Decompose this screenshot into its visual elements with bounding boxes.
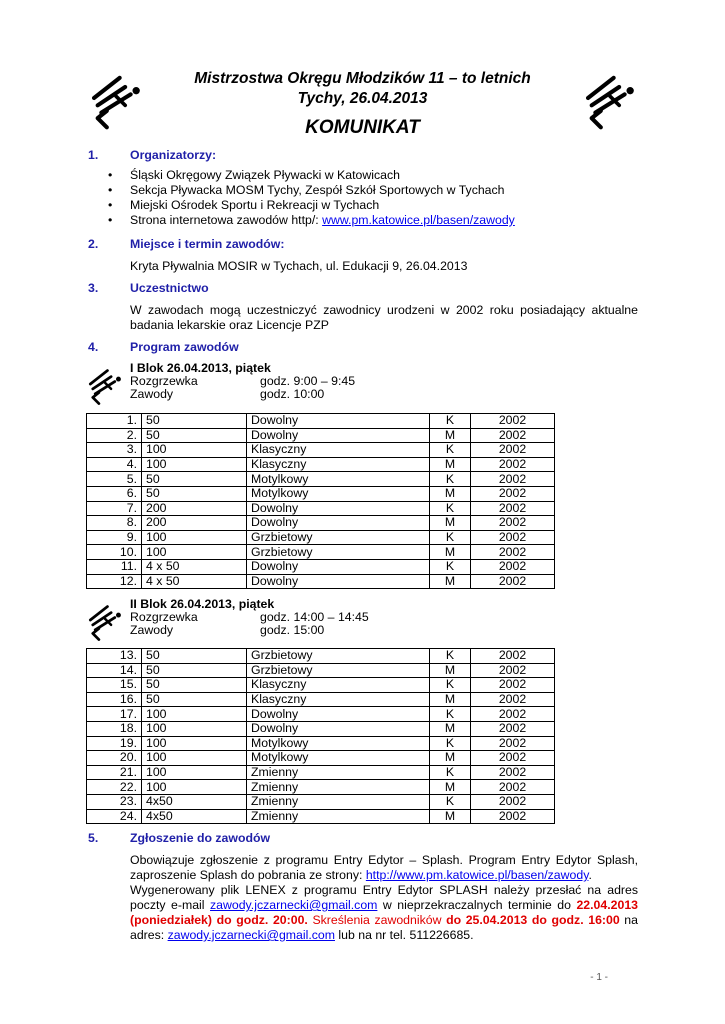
website-link[interactable]: www.pm.katowice.pl/basen/zawody xyxy=(322,213,515,227)
gender-cell: K xyxy=(430,472,471,487)
distance-cell: 100 xyxy=(142,721,247,736)
warmup-label: Rozgrzewka xyxy=(130,610,198,624)
list-item: • Miejski Ośrodek Sportu i Rekreacji w Tychach xyxy=(108,198,515,213)
block-2-title: II Blok 26.04.2013, piątek xyxy=(130,597,275,611)
list-item: • Sekcja Pływacka MOSM Tychy, Zespół Szkół Sportowych w Tychach xyxy=(108,183,515,198)
distance-cell: 50 xyxy=(142,663,247,678)
birth-year-cell: 2002 xyxy=(471,428,555,443)
event-number-cell: 9. xyxy=(87,530,142,545)
table-row xyxy=(87,530,555,545)
entry-text: na adres: xyxy=(130,913,638,942)
section-5-title: Zgłoszenie do zawodów xyxy=(130,831,271,845)
table-row xyxy=(87,457,555,472)
event-number-cell: 16. xyxy=(87,692,142,707)
table-row xyxy=(87,516,555,531)
event-number-cell: 23. xyxy=(87,794,142,809)
entry-deadline: 22.04.2013 (poniedziałek) do godz. 20:00. xyxy=(130,898,638,927)
distance-cell: 50 xyxy=(142,678,247,693)
section-3-title: Uczestnictwo xyxy=(130,281,209,295)
gender-cell: M xyxy=(430,721,471,736)
gender-cell: K xyxy=(430,707,471,722)
warmup-time: godz. 14:00 – 14:45 xyxy=(260,610,369,624)
distance-cell: 100 xyxy=(142,545,247,560)
stroke-cell: Grzbietowy xyxy=(247,530,430,545)
page-title: KOMUNIKAT xyxy=(305,117,420,138)
stroke-cell: Zmienny xyxy=(247,765,430,780)
gender-cell: M xyxy=(430,663,471,678)
distance-cell: 4 x 50 xyxy=(142,574,247,589)
warmup-time: godz. 9:00 – 9:45 xyxy=(260,374,356,388)
gender-cell: K xyxy=(430,443,471,458)
birth-year-cell: 2002 xyxy=(471,663,555,678)
gender-cell: K xyxy=(430,530,471,545)
gender-cell: M xyxy=(430,692,471,707)
event-number-cell: 24. xyxy=(87,809,142,824)
distance-cell: 50 xyxy=(142,692,247,707)
event-number-cell: 10. xyxy=(87,545,142,560)
gender-cell: K xyxy=(430,736,471,751)
section-1-title: Organizatorzy: xyxy=(130,148,217,162)
table-row xyxy=(87,472,555,487)
header-line-2: Tychy, 26.04.2013 xyxy=(297,90,428,107)
table-row xyxy=(87,545,555,560)
table-row xyxy=(87,678,555,693)
stroke-cell: Grzbietowy xyxy=(247,663,430,678)
table-row xyxy=(87,794,555,809)
birth-year-cell: 2002 xyxy=(471,736,555,751)
section-2-number: 2. xyxy=(88,237,99,251)
entry-text: w nieprzekraczalnych terminie do xyxy=(377,898,577,912)
withdrawal-deadline: do 25.04.2013 do godz. 16:00 xyxy=(446,913,620,927)
distance-cell: 4x50 xyxy=(142,809,247,824)
table-row xyxy=(87,765,555,780)
birth-year-cell: 2002 xyxy=(471,692,555,707)
table-row xyxy=(87,428,555,443)
entry-text-end: . xyxy=(588,868,592,882)
distance-cell: 50 xyxy=(142,428,247,443)
gender-cell: K xyxy=(430,559,471,574)
stroke-cell: Motylkowy xyxy=(247,486,430,501)
stroke-cell: Grzbietowy xyxy=(247,545,430,560)
birth-year-cell: 2002 xyxy=(471,678,555,693)
gender-cell: K xyxy=(430,414,471,429)
table-row xyxy=(87,663,555,678)
birth-year-cell: 2002 xyxy=(471,457,555,472)
gender-cell: M xyxy=(430,545,471,560)
stroke-cell: Klasyczny xyxy=(247,678,430,693)
distance-cell: 100 xyxy=(142,707,247,722)
block-2-info xyxy=(130,598,369,637)
table-row xyxy=(87,721,555,736)
birth-year-cell: 2002 xyxy=(471,530,555,545)
header-line-1: Mistrzostwa Okręgu Młodzików 11 – to letnich xyxy=(194,70,531,87)
list-item: • Śląski Okręgowy Związek Pływacki w Katowicach xyxy=(108,168,515,183)
distance-cell: 50 xyxy=(142,414,247,429)
section-2-title: Miejsce i termin zawodów: xyxy=(130,237,285,251)
distance-cell: 50 xyxy=(142,472,247,487)
table-row xyxy=(87,692,555,707)
event-number-cell: 7. xyxy=(87,501,142,516)
distance-cell: 100 xyxy=(142,530,247,545)
gender-cell: M xyxy=(430,486,471,501)
event-number-cell: 20. xyxy=(87,751,142,766)
event-number-cell: 22. xyxy=(87,780,142,795)
table-row xyxy=(87,559,555,574)
stroke-cell: Dowolny xyxy=(247,501,430,516)
gender-cell: K xyxy=(430,649,471,664)
stroke-cell: Dowolny xyxy=(247,721,430,736)
gender-cell: M xyxy=(430,516,471,531)
start-label: Zawody xyxy=(130,387,174,401)
page-number: - 1 - xyxy=(590,972,608,983)
stroke-cell: Motylkowy xyxy=(247,472,430,487)
distance-cell: 200 xyxy=(142,516,247,531)
distance-cell: 100 xyxy=(142,443,247,458)
table-row xyxy=(87,574,555,589)
event-number-cell: 18. xyxy=(87,721,142,736)
stroke-cell: Klasyczny xyxy=(247,443,430,458)
entry-text: Wygenerowany plik LENEX z programu Entry Edytor SPLASH należy przesłać na adres poczty e-mail xyxy=(130,883,638,912)
event-number-cell: 2. xyxy=(87,428,142,443)
distance-cell: 100 xyxy=(142,736,247,751)
table-row xyxy=(87,649,555,664)
birth-year-cell: 2002 xyxy=(471,516,555,531)
table-row xyxy=(87,780,555,795)
entry-text: Obowiązuje zgłoszenie z programu Entry Edytor – Splash. Program Entry Edytor Splash, zaproszenie Splash do pobrania ze strony: xyxy=(130,853,638,882)
website-label: Strona internetowa zawodów http/: xyxy=(130,213,323,227)
birth-year-cell: 2002 xyxy=(471,751,555,766)
event-number-cell: 14. xyxy=(87,663,142,678)
distance-cell: 100 xyxy=(142,751,247,766)
stroke-cell: Zmienny xyxy=(247,794,430,809)
birth-year-cell: 2002 xyxy=(471,809,555,824)
gender-cell: K xyxy=(430,765,471,780)
distance-cell: 100 xyxy=(142,765,247,780)
email-link-2[interactable]: zawody.jczarnecki@gmail.com xyxy=(167,928,335,942)
stroke-cell: Motylkowy xyxy=(247,736,430,751)
section-1-number: 1. xyxy=(88,148,99,162)
distance-cell: 4 x 50 xyxy=(142,559,247,574)
birth-year-cell: 2002 xyxy=(471,707,555,722)
event-number-cell: 6. xyxy=(87,486,142,501)
gender-cell: K xyxy=(430,501,471,516)
event-number-cell: 19. xyxy=(87,736,142,751)
withdrawal-text: Skreślenia zawodników xyxy=(307,913,447,927)
table-row xyxy=(87,707,555,722)
participation-text: W zawodach mogą uczestniczyć zawodnicy urodzeni w 2002 roku posiadający aktualne badania lekarskie oraz Licencje PZP xyxy=(130,303,638,332)
gender-cell: M xyxy=(430,751,471,766)
section-3-number: 3. xyxy=(88,281,99,295)
stroke-cell: Dowolny xyxy=(247,559,430,574)
table-row xyxy=(87,809,555,824)
stroke-cell: Zmienny xyxy=(247,780,430,795)
distance-cell: 50 xyxy=(142,486,247,501)
event-number-cell: 13. xyxy=(87,649,142,664)
start-label: Zawody xyxy=(130,623,174,637)
table-row xyxy=(87,501,555,516)
table-row xyxy=(87,736,555,751)
birth-year-cell: 2002 xyxy=(471,414,555,429)
entry-text: lub na nr tel. 511226685. xyxy=(334,928,474,942)
block-1-info xyxy=(130,362,355,401)
birth-year-cell: 2002 xyxy=(471,574,555,589)
venue-text: Kryta Pływalnia MOSIR w Tychach, ul. Edukacji 9, 26.04.2013 xyxy=(130,259,468,273)
section-5-number: 5. xyxy=(88,831,99,845)
stroke-cell: Dowolny xyxy=(247,516,430,531)
block-2-events-table xyxy=(86,648,555,824)
start-time: godz. 15:00 xyxy=(260,623,325,637)
event-number-cell: 1. xyxy=(87,414,142,429)
birth-year-cell: 2002 xyxy=(471,765,555,780)
event-number-cell: 4. xyxy=(87,457,142,472)
stroke-cell: Grzbietowy xyxy=(247,649,430,664)
table-row xyxy=(87,443,555,458)
birth-year-cell: 2002 xyxy=(471,443,555,458)
gender-cell: M xyxy=(430,457,471,472)
event-number-cell: 21. xyxy=(87,765,142,780)
event-number-cell: 12. xyxy=(87,574,142,589)
birth-year-cell: 2002 xyxy=(471,780,555,795)
gender-cell: K xyxy=(430,794,471,809)
event-number-cell: 15. xyxy=(87,678,142,693)
birth-year-cell: 2002 xyxy=(471,545,555,560)
stroke-cell: Dowolny xyxy=(247,574,430,589)
stroke-cell: Motylkowy xyxy=(247,751,430,766)
event-number-cell: 5. xyxy=(87,472,142,487)
entry-paragraph-2 xyxy=(130,883,638,943)
stroke-cell: Klasyczny xyxy=(247,457,430,472)
gender-cell: M xyxy=(430,780,471,795)
distance-cell: 50 xyxy=(142,649,247,664)
birth-year-cell: 2002 xyxy=(471,501,555,516)
email-link[interactable]: zawody.jczarnecki@gmail.com xyxy=(210,898,378,912)
section-4-number: 4. xyxy=(88,340,99,354)
swimmer-icon xyxy=(86,598,124,642)
stroke-cell: Klasyczny xyxy=(247,692,430,707)
block-1-events-table xyxy=(86,413,555,589)
birth-year-cell: 2002 xyxy=(471,559,555,574)
birth-year-cell: 2002 xyxy=(471,486,555,501)
event-number-cell: 8. xyxy=(87,516,142,531)
list-item xyxy=(108,213,515,228)
distance-cell: 100 xyxy=(142,457,247,472)
birth-year-cell: 2002 xyxy=(471,649,555,664)
table-row xyxy=(87,486,555,501)
gender-cell: K xyxy=(430,678,471,693)
stroke-cell: Zmienny xyxy=(247,809,430,824)
birth-year-cell: 2002 xyxy=(471,472,555,487)
start-time: godz. 10:00 xyxy=(260,387,325,401)
gender-cell: M xyxy=(430,574,471,589)
gender-cell: M xyxy=(430,428,471,443)
event-number-cell: 17. xyxy=(87,707,142,722)
section-4-title: Program zawodów xyxy=(130,340,239,354)
swimmer-icon xyxy=(86,362,124,406)
stroke-cell: Dowolny xyxy=(247,428,430,443)
table-row xyxy=(87,414,555,429)
stroke-cell: Dowolny xyxy=(247,707,430,722)
entry-paragraph-1 xyxy=(130,853,638,883)
download-link[interactable]: http://www.pm.katowice.pl/basen/zawody xyxy=(365,868,589,882)
distance-cell: 4x50 xyxy=(142,794,247,809)
birth-year-cell: 2002 xyxy=(471,794,555,809)
block-1-title: I Blok 26.04.2013, piątek xyxy=(130,361,271,375)
table-row xyxy=(87,751,555,766)
stroke-cell: Dowolny xyxy=(247,414,430,429)
birth-year-cell: 2002 xyxy=(471,721,555,736)
distance-cell: 100 xyxy=(142,780,247,795)
event-number-cell: 11. xyxy=(87,559,142,574)
event-number-cell: 3. xyxy=(87,443,142,458)
organizers-list xyxy=(108,168,515,228)
distance-cell: 200 xyxy=(142,501,247,516)
gender-cell: M xyxy=(430,809,471,824)
warmup-label: Rozgrzewka xyxy=(130,374,198,388)
